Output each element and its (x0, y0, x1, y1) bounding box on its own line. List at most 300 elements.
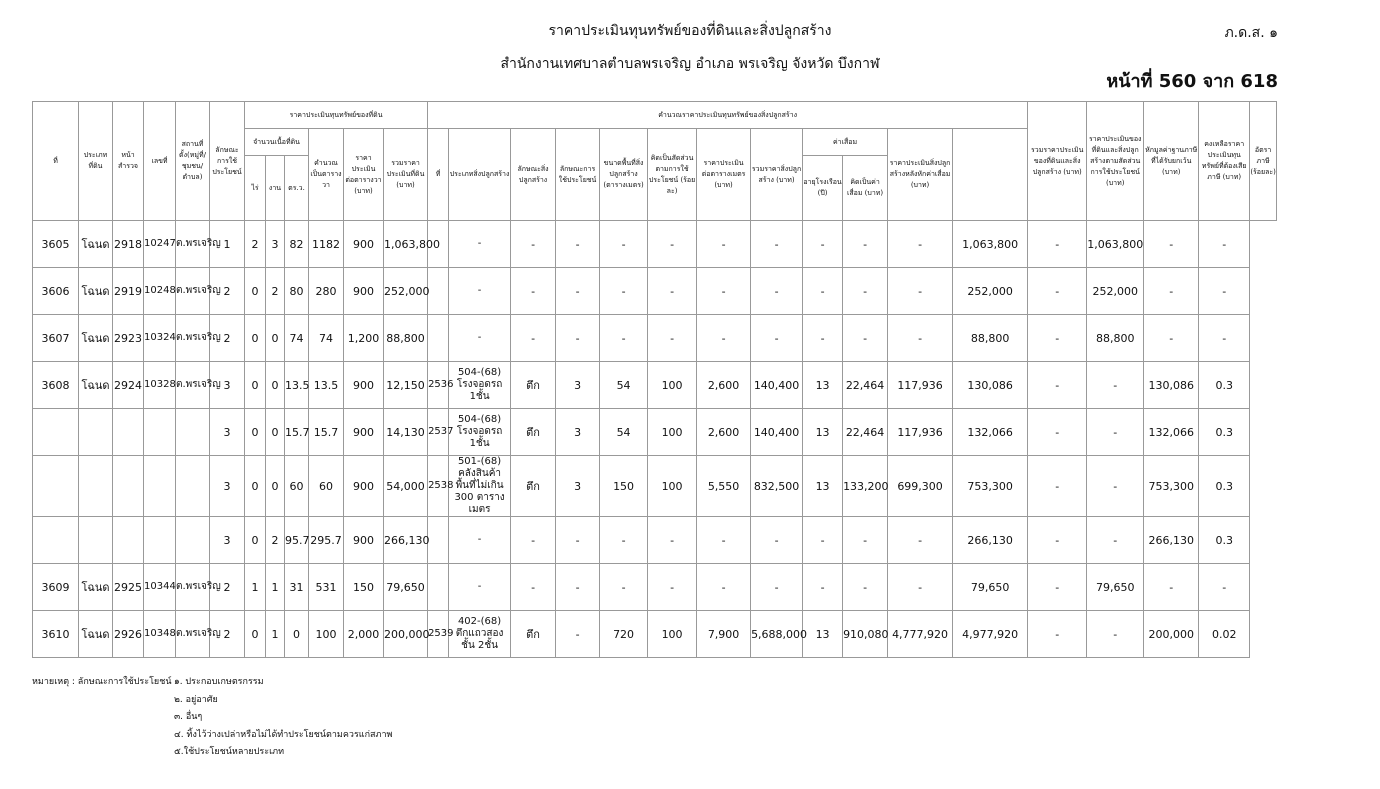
cell-no: 3609 (33, 564, 79, 611)
cell-taxable: 200,000 (1144, 611, 1199, 658)
cell-ngan: 0 (266, 456, 285, 517)
cell-no: 3606 (33, 268, 79, 315)
col-no: ที่ (33, 102, 79, 221)
cell-depr-amount: - (843, 564, 888, 611)
cell-rai: 0 (245, 268, 266, 315)
cell-share-pct: 100 (648, 456, 697, 517)
cell-survey-page: 2926 (113, 611, 144, 658)
cell-taxable: - (1144, 268, 1199, 315)
cell-usage: 1 (210, 221, 245, 268)
cell-bldg-usage: - (556, 517, 600, 564)
cell-taxable: 132,066 (1144, 409, 1199, 456)
cell-age: - (803, 517, 843, 564)
cell-price-per-sqwa: 900 (344, 517, 384, 564)
cell-age: 13 (803, 362, 843, 409)
footnote-item: ๕.ใช้ประโยชน์หลายประเภท (174, 747, 285, 757)
cell-ngan: 2 (266, 268, 285, 315)
page-number: หน้าที่ 560 จาก 618 (1106, 71, 1278, 92)
footnote-item: ๒. อยู่อาศัย (174, 694, 218, 705)
cell-doc-type (79, 517, 113, 564)
cell-calc-sqwa: 100 (309, 611, 344, 658)
cell-calc-sqwa: 13.5 (309, 362, 344, 409)
cell-share-pct: 100 (648, 409, 697, 456)
cell-bldg-total: - (751, 268, 803, 315)
cell-calc-sqwa: 280 (309, 268, 344, 315)
cell-shared-value: - (1028, 221, 1087, 268)
col-doc-type: ประเภทที่ดิน (79, 102, 113, 221)
footnote-item: ๓. อื่นๆ (174, 712, 203, 722)
cell-total-value: 88,800 (953, 315, 1028, 362)
cell-calc-sqwa: 295.7 (309, 517, 344, 564)
cell-exemption: - (1087, 611, 1144, 658)
cell-location: ต.พรเจริญ (176, 315, 210, 362)
cell-location: ต.พรเจริญ (176, 611, 210, 658)
cell-calc-sqwa: 531 (309, 564, 344, 611)
col-calc-sqwa: คำนวณเป็นตารางวา (309, 129, 344, 221)
cell-survey-page: 2918 (113, 221, 144, 268)
cell-tax-rate: - (1199, 221, 1250, 268)
cell-exemption: - (1087, 517, 1144, 564)
cell-sqwa: 15.7 (285, 409, 309, 456)
cell-price-per-sqm: 2,600 (697, 409, 751, 456)
cell-rai: 1 (245, 564, 266, 611)
cell-taxable: 753,300 (1144, 456, 1199, 517)
col-location: สถานที่ตั้ง(หมู่ที่/ชุมชน/ตำบล) (176, 102, 210, 221)
cell-depr-amount: - (843, 221, 888, 268)
cell-land-total: 1,063,800 (384, 221, 428, 268)
cell-no: 3605 (33, 221, 79, 268)
cell-bldg-type: 504-(68) โรงจอดรถ 1ชั้น (449, 362, 511, 409)
cell-doc-number: 10344 (144, 564, 176, 611)
cell-tax-rate: - (1199, 315, 1250, 362)
col-depr-amount: คิดเป็นค่าเสื่อม (บาท) (843, 156, 888, 221)
cell-location (176, 456, 210, 517)
cell-bldg-total: - (751, 517, 803, 564)
cell-survey-page: 2924 (113, 362, 144, 409)
cell-age: 13 (803, 611, 843, 658)
cell-bldg-area: - (600, 517, 648, 564)
assessment-table (32, 101, 1277, 658)
cell-doc-type: โฉนด (79, 611, 113, 658)
cell-bldg-total: 5,688,000 (751, 611, 803, 658)
cell-price-per-sqwa: 1,200 (344, 315, 384, 362)
cell-exemption: - (1087, 456, 1144, 517)
cell-bldg-type: 501-(68) คลังสินค้า พื้นที่ไม่เกิน 300 ตารางเมตร (449, 456, 511, 517)
cell-bldg-no: 2538 (428, 456, 449, 517)
cell-price-per-sqwa: 900 (344, 221, 384, 268)
col-doc-number: เลขที่ (144, 102, 176, 221)
cell-ngan: 2 (266, 517, 285, 564)
table-row (33, 564, 1277, 611)
cell-no: 3610 (33, 611, 79, 658)
cell-usage: 3 (210, 456, 245, 517)
cell-bldg-type: 402-(68) ตึกแถวสองชั้น 2ชั้น (449, 611, 511, 658)
table-row (33, 611, 1277, 658)
cell-shared-value: - (1028, 409, 1087, 456)
cell-bldg-total: - (751, 564, 803, 611)
cell-sqwa: 0 (285, 611, 309, 658)
cell-price-per-sqwa: 900 (344, 268, 384, 315)
cell-bldg-area: - (600, 268, 648, 315)
cell-depr-amount: 910,080 (843, 611, 888, 658)
cell-bldg-net: - (888, 315, 953, 362)
col-group-land: ราคาประเมินทุนทรัพย์ของที่ดิน (245, 102, 428, 129)
cell-rai: 0 (245, 362, 266, 409)
col-bldg-type: ประเภทสิ่งปลูกสร้าง (449, 129, 511, 221)
cell-ngan: 0 (266, 315, 285, 362)
cell-usage: 3 (210, 409, 245, 456)
footnote-item: ๔. ทิ้งไว้ว่างเปล่าหรือไม่ได้ทำประโยชน์ตามควรแก่สภาพ (174, 729, 393, 740)
cell-no (33, 409, 79, 456)
cell-bldg-net: - (888, 564, 953, 611)
cell-price-per-sqm: 5,550 (697, 456, 751, 517)
col-usage: ลักษณะการใช้ประโยชน์ (210, 102, 245, 221)
cell-bldg-char: ตึก (511, 362, 556, 409)
cell-doc-number: 10247 (144, 221, 176, 268)
cell-depr-amount: 22,464 (843, 409, 888, 456)
cell-bldg-type: - (449, 315, 511, 362)
cell-exemption: 79,650 (1087, 564, 1144, 611)
cell-exemption: 252,000 (1087, 268, 1144, 315)
cell-calc-sqwa: 15.7 (309, 409, 344, 456)
cell-bldg-usage: - (556, 315, 600, 362)
cell-bldg-char: ตึก (511, 456, 556, 517)
cell-share-pct: 100 (648, 611, 697, 658)
cell-share-pct: - (648, 268, 697, 315)
cell-price-per-sqwa: 900 (344, 456, 384, 517)
table-row (33, 268, 1277, 315)
cell-survey-page: 2919 (113, 268, 144, 315)
cell-land-total: 54,000 (384, 456, 428, 517)
cell-land-total: 12,150 (384, 362, 428, 409)
cell-bldg-total: 140,400 (751, 362, 803, 409)
cell-rai: 0 (245, 456, 266, 517)
cell-bldg-usage: 3 (556, 362, 600, 409)
cell-shared-value: - (1028, 611, 1087, 658)
cell-taxable: 266,130 (1144, 517, 1199, 564)
cell-bldg-net: 117,936 (888, 362, 953, 409)
cell-land-total: 200,000 (384, 611, 428, 658)
col-share-pct: คิดเป็นสัดส่วนตามการใช้ประโยชน์ (ร้อยละ) (648, 129, 697, 221)
cell-location: ต.พรเจริญ (176, 268, 210, 315)
cell-bldg-type: - (449, 517, 511, 564)
col-shared-value: ราคาประเมินของที่ดินและสิ่งปลูกสร้างตามสัดส่วนการใช้ประโยชน์ (บาท) (1087, 102, 1144, 221)
cell-bldg-no (428, 268, 449, 315)
cell-no: 3608 (33, 362, 79, 409)
cell-shared-value: - (1028, 362, 1087, 409)
col-bldg-area: ขนาดพื้นที่สิ่งปลูกสร้าง (ตารางเมตร) (600, 129, 648, 221)
cell-bldg-total: 140,400 (751, 409, 803, 456)
cell-price-per-sqm: - (697, 268, 751, 315)
cell-exemption: 1,063,800 (1087, 221, 1144, 268)
cell-land-total: 252,000 (384, 268, 428, 315)
cell-no (33, 456, 79, 517)
cell-usage: 2 (210, 611, 245, 658)
cell-share-pct: 100 (648, 362, 697, 409)
cell-calc-sqwa: 74 (309, 315, 344, 362)
cell-age: 13 (803, 409, 843, 456)
col-land-total: รวมราคาประเมินที่ดิน (บาท) (384, 129, 428, 221)
cell-doc-number: 10348 (144, 611, 176, 658)
cell-bldg-total: 832,500 (751, 456, 803, 517)
cell-doc-type: โฉนด (79, 315, 113, 362)
cell-taxable: 130,086 (1144, 362, 1199, 409)
cell-bldg-usage: - (556, 221, 600, 268)
cell-bldg-area: - (600, 315, 648, 362)
cell-sqwa: 31 (285, 564, 309, 611)
col-ngan: งาน (266, 156, 285, 221)
cell-shared-value: - (1028, 456, 1087, 517)
cell-share-pct: - (648, 315, 697, 362)
cell-survey-page: 2923 (113, 315, 144, 362)
cell-price-per-sqm: 2,600 (697, 362, 751, 409)
cell-age: - (803, 221, 843, 268)
col-bldg-net: ราคาประเมินสิ่งปลูกสร้างหลังหักค่าเสื่อม (บาท) (888, 129, 953, 221)
cell-depr-amount: - (843, 517, 888, 564)
cell-tax-rate: - (1199, 268, 1250, 315)
col-bldg-no: ที่ (428, 129, 449, 221)
cell-age: - (803, 564, 843, 611)
cell-ngan: 1 (266, 611, 285, 658)
cell-bldg-net: 117,936 (888, 409, 953, 456)
cell-price-per-sqm: 7,900 (697, 611, 751, 658)
cell-doc-number (144, 409, 176, 456)
cell-bldg-no (428, 315, 449, 362)
cell-doc-number (144, 456, 176, 517)
cell-share-pct: - (648, 517, 697, 564)
cell-bldg-net: 4,777,920 (888, 611, 953, 658)
cell-rai: 0 (245, 315, 266, 362)
cell-total-value: 130,086 (953, 362, 1028, 409)
col-exemption: หักมูลค่าฐานภาษีที่ได้รับยกเว้น (บาท) (1144, 102, 1199, 221)
cell-bldg-type: - (449, 268, 511, 315)
cell-land-total: 14,130 (384, 409, 428, 456)
cell-bldg-total: - (751, 221, 803, 268)
cell-price-per-sqm: - (697, 221, 751, 268)
cell-bldg-type: - (449, 564, 511, 611)
cell-location: ต.พรเจริญ (176, 221, 210, 268)
cell-no (33, 517, 79, 564)
cell-bldg-usage: 3 (556, 456, 600, 517)
cell-usage: 2 (210, 268, 245, 315)
cell-bldg-net: - (888, 268, 953, 315)
cell-location: ต.พรเจริญ (176, 564, 210, 611)
cell-bldg-area: 54 (600, 362, 648, 409)
cell-bldg-char: - (511, 564, 556, 611)
cell-bldg-char: - (511, 517, 556, 564)
col-rai: ไร่ (245, 156, 266, 221)
cell-bldg-char: - (511, 315, 556, 362)
cell-sqwa: 82 (285, 221, 309, 268)
col-tax-rate: อัตราภาษี (ร้อยละ) (1250, 102, 1277, 221)
cell-share-pct: - (648, 564, 697, 611)
cell-shared-value: - (1028, 564, 1087, 611)
cell-bldg-usage: - (556, 611, 600, 658)
cell-depr-amount: - (843, 315, 888, 362)
cell-bldg-net: - (888, 517, 953, 564)
cell-calc-sqwa: 60 (309, 456, 344, 517)
cell-location: ต.พรเจริญ (176, 362, 210, 409)
cell-age: 13 (803, 456, 843, 517)
cell-bldg-char: ตึก (511, 611, 556, 658)
cell-doc-number: 10248 (144, 268, 176, 315)
cell-tax-rate: 0.3 (1199, 362, 1250, 409)
cell-usage: 3 (210, 517, 245, 564)
cell-ngan: 0 (266, 362, 285, 409)
cell-tax-rate: 0.3 (1199, 517, 1250, 564)
cell-age: - (803, 315, 843, 362)
cell-price-per-sqwa: 2,000 (344, 611, 384, 658)
cell-price-per-sqm: - (697, 517, 751, 564)
cell-location (176, 517, 210, 564)
cell-exemption: 88,800 (1087, 315, 1144, 362)
cell-location (176, 409, 210, 456)
cell-sqwa: 74 (285, 315, 309, 362)
col-bldg-total: รวมราคาสิ่งปลูกสร้าง (บาท) (751, 129, 803, 221)
col-group-area: จำนวนเนื้อที่ดิน (245, 129, 309, 156)
cell-tax-rate: 0.3 (1199, 409, 1250, 456)
table-row (33, 221, 1277, 268)
cell-taxable: - (1144, 315, 1199, 362)
cell-total-value: 753,300 (953, 456, 1028, 517)
cell-survey-page (113, 456, 144, 517)
cell-sqwa: 95.7 (285, 517, 309, 564)
table-body (33, 221, 1277, 658)
cell-bldg-area: 54 (600, 409, 648, 456)
form-code: ภ.ด.ส. ๑ (1224, 25, 1278, 41)
col-survey-page: หน้าสำรวจ (113, 102, 144, 221)
col-bldg-usage: ลักษณะการใช้ประโยชน์ (556, 129, 600, 221)
cell-doc-type: โฉนด (79, 362, 113, 409)
cell-depr-amount: - (843, 268, 888, 315)
cell-land-total: 79,650 (384, 564, 428, 611)
cell-tax-rate: 0.3 (1199, 456, 1250, 517)
cell-doc-type: โฉนด (79, 564, 113, 611)
cell-bldg-no: 2537 (428, 409, 449, 456)
table-row (33, 362, 1277, 409)
col-group-depreciation: ค่าเสื่อม (803, 129, 888, 156)
cell-sqwa: 13.5 (285, 362, 309, 409)
cell-total-value: 1,063,800 (953, 221, 1028, 268)
cell-doc-number (144, 517, 176, 564)
cell-total-value: 266,130 (953, 517, 1028, 564)
cell-depr-amount: 133,200 (843, 456, 888, 517)
cell-doc-number: 10328 (144, 362, 176, 409)
cell-survey-page (113, 409, 144, 456)
cell-bldg-no (428, 564, 449, 611)
cell-bldg-usage: - (556, 564, 600, 611)
cell-bldg-type: 504-(68) โรงจอดรถ 1ชั้น (449, 409, 511, 456)
cell-sqwa: 80 (285, 268, 309, 315)
cell-bldg-area: 150 (600, 456, 648, 517)
cell-ngan: 1 (266, 564, 285, 611)
cell-usage: 3 (210, 362, 245, 409)
col-bldg-char: ลักษณะสิ่งปลูกสร้าง (511, 129, 556, 221)
col-group-building: คำนวณราคาประเมินทุนทรัพย์ของสิ่งปลูกสร้าง (428, 102, 1028, 129)
cell-tax-rate: - (1199, 564, 1250, 611)
table-row (33, 456, 1277, 517)
cell-shared-value: - (1028, 268, 1087, 315)
cell-shared-value: - (1028, 315, 1087, 362)
cell-total-value: 4,977,920 (953, 611, 1028, 658)
cell-tax-rate: 0.02 (1199, 611, 1250, 658)
cell-price-per-sqwa: 900 (344, 409, 384, 456)
cell-doc-number: 10324 (144, 315, 176, 362)
cell-usage: 2 (210, 564, 245, 611)
col-price-per-sqm: ราคาประเมินต่อตารางเมตร (บาท) (697, 129, 751, 221)
footnote-heading: หมายเหตุ : ลักษณะการใช้ประโยชน์ (32, 677, 172, 687)
cell-ngan: 0 (266, 409, 285, 456)
cell-land-total: 88,800 (384, 315, 428, 362)
cell-bldg-net: 699,300 (888, 456, 953, 517)
col-total-value: รวมราคาประเมินของที่ดินและสิ่งปลูกสร้าง (บาท) (1028, 102, 1087, 221)
cell-bldg-char: - (511, 268, 556, 315)
cell-bldg-no: 2539 (428, 611, 449, 658)
cell-doc-type: โฉนด (79, 268, 113, 315)
col-price-per-sqwa: ราคาประเมินต่อตารางวา (บาท) (344, 129, 384, 221)
table-row (33, 315, 1277, 362)
footnote-list (174, 674, 392, 762)
cell-bldg-total: - (751, 315, 803, 362)
cell-age: - (803, 268, 843, 315)
cell-price-per-sqwa: 900 (344, 362, 384, 409)
cell-usage: 2 (210, 315, 245, 362)
report-title: ราคาประเมินทุนทรัพย์ของที่ดินและสิ่งปลูกสร้าง (548, 23, 832, 39)
report-subtitle: สำนักงานเทศบาลตำบลพรเจริญ อำเภอ พรเจริญ จังหวัด บึงกาฬ (500, 56, 880, 72)
cell-bldg-no: 2536 (428, 362, 449, 409)
col-sqwa: ตร.ว. (285, 156, 309, 221)
cell-exemption: - (1087, 362, 1144, 409)
cell-exemption: - (1087, 409, 1144, 456)
cell-price-per-sqwa: 150 (344, 564, 384, 611)
cell-bldg-usage: - (556, 268, 600, 315)
cell-bldg-area: - (600, 221, 648, 268)
cell-doc-type (79, 409, 113, 456)
cell-sqwa: 60 (285, 456, 309, 517)
cell-bldg-char: - (511, 221, 556, 268)
cell-rai: 0 (245, 611, 266, 658)
cell-doc-type: โฉนด (79, 221, 113, 268)
cell-rai: 2 (245, 221, 266, 268)
cell-total-value: 252,000 (953, 268, 1028, 315)
cell-doc-type (79, 456, 113, 517)
col-taxable: คงเหลือราคาประเมินทุนทรัพย์ที่ต้องเสียภาษี (บาท) (1199, 102, 1250, 221)
table-row (33, 517, 1277, 564)
cell-share-pct: - (648, 221, 697, 268)
cell-rai: 0 (245, 409, 266, 456)
cell-survey-page: 2925 (113, 564, 144, 611)
cell-bldg-area: - (600, 564, 648, 611)
cell-taxable: - (1144, 564, 1199, 611)
cell-price-per-sqm: - (697, 315, 751, 362)
cell-total-value: 132,066 (953, 409, 1028, 456)
cell-bldg-no (428, 517, 449, 564)
col-age: อายุโรงเรือน (ปี) (803, 156, 843, 221)
cell-bldg-type: - (449, 221, 511, 268)
cell-land-total: 266,130 (384, 517, 428, 564)
table-row (33, 409, 1277, 456)
cell-depr-amount: 22,464 (843, 362, 888, 409)
cell-shared-value: - (1028, 517, 1087, 564)
cell-bldg-area: 720 (600, 611, 648, 658)
cell-calc-sqwa: 1182 (309, 221, 344, 268)
cell-taxable: - (1144, 221, 1199, 268)
cell-survey-page (113, 517, 144, 564)
cell-bldg-char: ตึก (511, 409, 556, 456)
cell-bldg-usage: 3 (556, 409, 600, 456)
cell-price-per-sqm: - (697, 564, 751, 611)
cell-no: 3607 (33, 315, 79, 362)
